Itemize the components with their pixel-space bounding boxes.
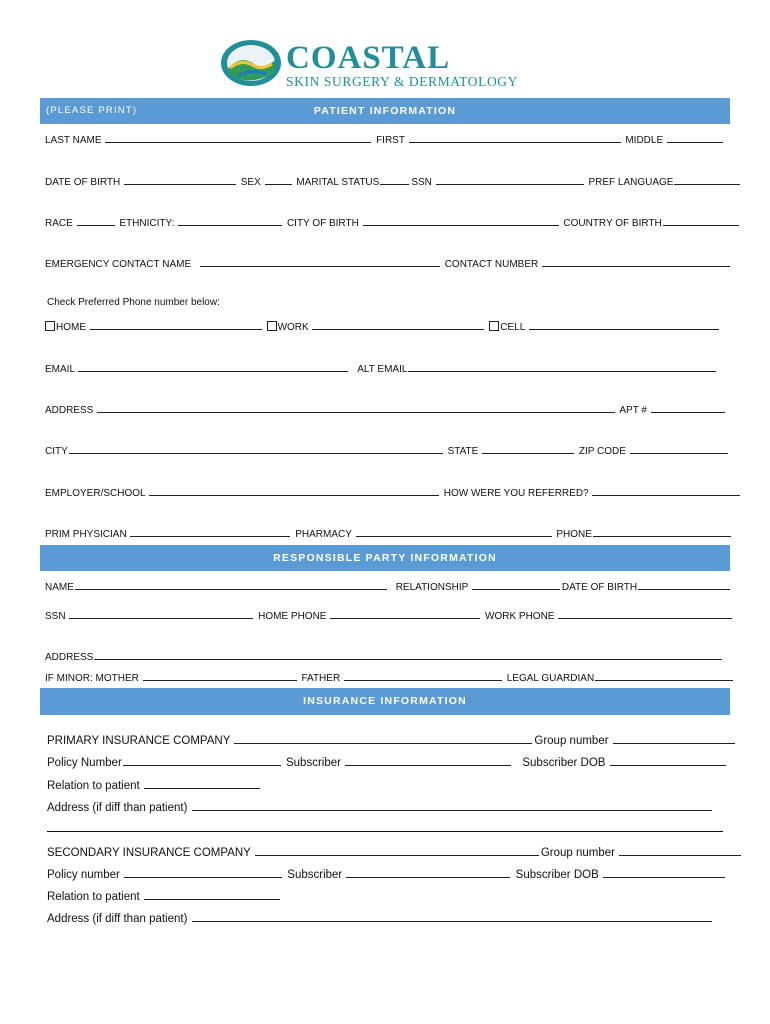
race-label: RACE — [45, 218, 73, 229]
wave-logo-icon — [220, 38, 282, 88]
resp-ssn-field[interactable] — [69, 608, 253, 619]
row-relation — [47, 777, 722, 792]
row-minor — [45, 670, 720, 684]
state-label: STATE — [447, 446, 479, 457]
group-number2-field[interactable] — [619, 844, 741, 856]
primary-insurance-label: PRIMARY INSURANCE COMPANY — [47, 735, 231, 747]
sex-field[interactable] — [265, 174, 292, 185]
dob-field[interactable] — [124, 174, 236, 185]
city-of-birth-field[interactable] — [363, 215, 559, 226]
ssn-field[interactable] — [436, 174, 584, 185]
insurance-title: INSURANCE INFORMATION — [303, 695, 467, 707]
policy-number-label: Policy Number — [47, 757, 122, 769]
work-phone-checkbox[interactable] — [267, 321, 277, 331]
subscriber-dob-label: Subscriber DOB — [522, 757, 606, 769]
cell-phone-label: CELL — [500, 322, 525, 333]
row-address — [45, 402, 720, 416]
address-label: ADDRESS — [45, 405, 94, 416]
resp-work-phone-field[interactable] — [558, 608, 732, 619]
row-city — [45, 443, 720, 457]
city-label: CITY — [45, 446, 68, 457]
brand-name: COASTAL — [286, 40, 451, 76]
ins-address-line-2[interactable] — [47, 831, 723, 832]
row-relation2 — [47, 888, 722, 903]
work-phone-field[interactable] — [312, 319, 484, 330]
relation-field[interactable] — [144, 777, 260, 789]
subscriber-dob-field[interactable] — [610, 754, 726, 766]
city-of-birth-label: CITY OF BIRTH — [286, 218, 359, 229]
apt-field[interactable] — [651, 402, 725, 413]
pharmacy-field[interactable] — [356, 526, 552, 537]
pref-language-field[interactable] — [674, 174, 740, 185]
row-race — [45, 215, 720, 229]
row-primary-insurance — [47, 732, 722, 747]
if-minor-mother-label: IF MINOR: MOTHER — [45, 673, 139, 684]
relation2-field[interactable] — [144, 888, 280, 900]
marital-status-label: MARITAL STATUS — [296, 177, 380, 188]
work-phone-label: WORK — [277, 322, 309, 333]
resp-ssn-label: SSN — [45, 611, 66, 622]
relationship-field[interactable] — [472, 579, 560, 590]
resp-dob-label: DATE OF BIRTH — [561, 582, 638, 593]
legal-guardian-field[interactable] — [595, 670, 733, 681]
policy-number2-field[interactable] — [124, 866, 282, 878]
subscriber-field[interactable] — [345, 754, 511, 766]
resp-name-field[interactable] — [75, 579, 387, 590]
last-name-field[interactable] — [105, 132, 371, 143]
resp-address-label: ADDRESS — [45, 652, 94, 663]
row-email — [45, 361, 720, 375]
phone-field[interactable] — [593, 526, 731, 537]
first-name-field[interactable] — [409, 132, 621, 143]
patient-info-title: PATIENT INFORMATION — [313, 105, 457, 117]
legal-guardian-label: LEGAL GUARDIAN — [506, 673, 595, 684]
row-ins-address2 — [47, 910, 722, 925]
ins-address2-label: Address (if diff than patient) — [47, 913, 188, 925]
last-name-label: LAST NAME — [45, 135, 102, 146]
alt-email-label: ALT EMAIL — [357, 364, 408, 375]
group-number-label: Group number — [534, 735, 609, 747]
row-physician — [45, 526, 720, 540]
pharmacy-label: PHARMACY — [295, 529, 352, 540]
phone-label: PHONE — [556, 529, 592, 540]
responsible-party-header — [40, 545, 730, 571]
ins-address-field[interactable] — [192, 799, 712, 811]
father-field[interactable] — [344, 670, 502, 681]
row-resp-phones — [45, 608, 720, 622]
secondary-insurance-field[interactable] — [255, 844, 539, 856]
contact-number-label: CONTACT NUMBER — [444, 259, 539, 270]
row-resp-address — [45, 649, 720, 663]
middle-name-label: MIDDLE — [625, 135, 664, 146]
relation2-label: Relation to patient — [47, 891, 140, 903]
row-policy2 — [47, 866, 722, 881]
prim-physician-field[interactable] — [130, 526, 290, 537]
home-phone-label: HOME — [56, 322, 86, 333]
employer-label: EMPLOYER/SCHOOL — [45, 488, 146, 499]
ins-address2-field[interactable] — [192, 910, 712, 922]
relation-label: Relation to patient — [47, 780, 140, 792]
resp-address-field[interactable] — [94, 649, 722, 660]
resp-dob-field[interactable] — [638, 579, 730, 590]
insurance-header — [40, 688, 730, 715]
dob-label: DATE OF BIRTH — [45, 177, 121, 188]
race-field[interactable] — [77, 215, 115, 226]
emergency-contact-label: EMERGENCY CONTACT NAME — [45, 259, 192, 270]
alt-email-field[interactable] — [408, 361, 716, 372]
secondary-insurance-label: SECONDARY INSURANCE COMPANY — [47, 847, 251, 859]
prim-physician-label: PRIM PHYSICIAN — [45, 529, 127, 540]
phone-pref-prompt: Check Preferred Phone number below: — [47, 297, 220, 308]
address-field[interactable] — [97, 402, 615, 413]
ethnicity-label: ETHNICITY: — [119, 218, 175, 229]
row-dob — [45, 174, 720, 188]
state-field[interactable] — [482, 443, 574, 454]
row-resp-name — [45, 579, 720, 593]
resp-home-phone-field[interactable] — [330, 608, 480, 619]
email-field[interactable] — [78, 361, 348, 372]
row-secondary-insurance — [47, 844, 722, 859]
city-field[interactable] — [69, 443, 443, 454]
country-of-birth-field[interactable] — [663, 215, 739, 226]
email-label: EMAIL — [45, 364, 75, 375]
group-number2-label: Group number — [540, 847, 615, 859]
group-number-field[interactable] — [613, 732, 735, 744]
relationship-label: RELATIONSHIP — [395, 582, 469, 593]
zip-label: ZIP CODE — [578, 446, 626, 457]
row-ins-address — [47, 799, 722, 814]
row-employer — [45, 485, 720, 499]
subscriber-dob2-label: Subscriber DOB — [515, 869, 599, 881]
father-label: FATHER — [301, 673, 341, 684]
coastal-logo — [220, 38, 520, 94]
primary-insurance-field[interactable] — [234, 732, 532, 744]
policy-number-field[interactable] — [123, 754, 281, 766]
mother-field[interactable] — [143, 670, 297, 681]
employer-field[interactable] — [149, 485, 439, 496]
subscriber2-field[interactable] — [346, 866, 510, 878]
subscriber-dob2-field[interactable] — [603, 866, 725, 878]
contact-number-field[interactable] — [542, 256, 730, 267]
marital-status-field[interactable] — [380, 174, 409, 185]
middle-name-field[interactable] — [667, 132, 723, 143]
row-phones — [45, 319, 720, 333]
first-name-label: FIRST — [376, 135, 405, 146]
brand-subtitle: SKIN SURGERY & DERMATOLOGY — [286, 74, 518, 89]
row-policy — [47, 754, 722, 769]
referred-label: HOW WERE YOU REFERRED? — [443, 488, 589, 499]
ssn-label: SSN — [411, 177, 432, 188]
row-name — [45, 132, 720, 146]
cell-phone-checkbox[interactable] — [489, 321, 499, 331]
responsible-party-title: RESPONSIBLE PARTY INFORMATION — [273, 552, 497, 564]
policy-number2-label: Policy number — [47, 869, 120, 881]
apt-label: APT # — [619, 405, 647, 416]
ins-address-label: Address (if diff than patient) — [47, 802, 188, 814]
country-of-birth-label: COUNTRY OF BIRTH — [563, 218, 662, 229]
referred-field[interactable] — [592, 485, 740, 496]
home-phone-field[interactable] — [90, 319, 262, 330]
please-print-note: (PLEASE PRINT) — [46, 105, 138, 116]
subscriber-label: Subscriber — [285, 757, 341, 769]
resp-home-phone-label: HOME PHONE — [258, 611, 327, 622]
patient-info-header — [40, 98, 730, 124]
row-emergency — [45, 256, 720, 270]
resp-name-label: NAME — [45, 582, 74, 593]
emergency-contact-field[interactable] — [200, 256, 440, 267]
sex-label: SEX — [240, 177, 261, 188]
pref-language-label: PREF LANGUAGE — [588, 177, 674, 188]
zip-field[interactable] — [630, 443, 728, 454]
resp-work-phone-label: WORK PHONE — [485, 611, 555, 622]
cell-phone-field[interactable] — [529, 319, 719, 330]
subscriber2-label: Subscriber — [287, 869, 343, 881]
home-phone-checkbox[interactable] — [45, 321, 55, 331]
ethnicity-field[interactable] — [178, 215, 282, 226]
